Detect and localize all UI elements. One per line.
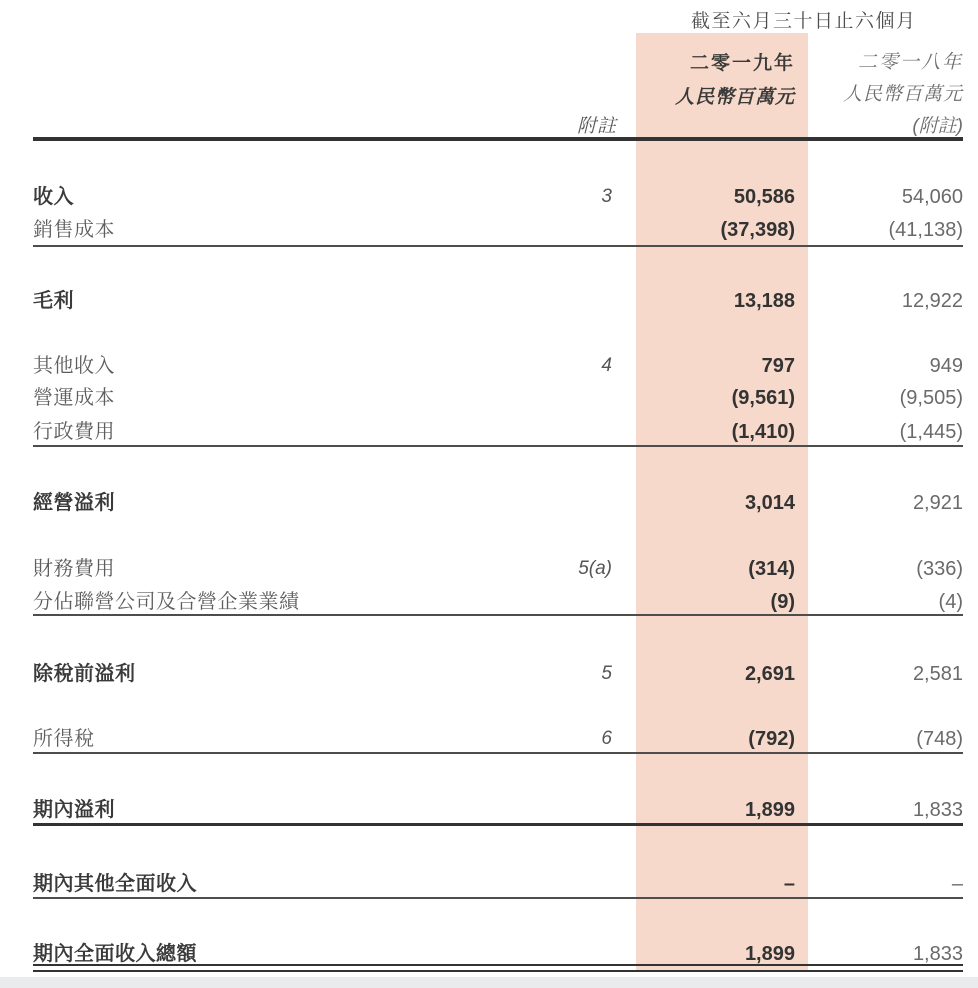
value-2018: (9,505) [899, 387, 963, 409]
section-rule [33, 614, 963, 616]
table-row-share-of-results [33, 589, 963, 615]
value-2018: 2,581 [912, 663, 963, 685]
column-header-2019 [675, 47, 795, 115]
value-2018: 1,833 [912, 943, 963, 965]
row-label: 其他收入 [33, 355, 115, 377]
row-note: 5 [601, 663, 612, 684]
value-2019: 13,188 [733, 290, 795, 312]
row-label: 所得稅 [33, 728, 95, 750]
row-note: 4 [601, 355, 612, 376]
row-label: 行政費用 [33, 421, 115, 443]
table-row-operating-costs [33, 385, 963, 411]
row-label: 收入 [33, 186, 74, 208]
header-rule [33, 137, 963, 141]
table-row-gross-profit [33, 288, 963, 314]
table-row-income-tax [33, 726, 963, 752]
column-header-2018 [843, 47, 963, 143]
row-note: 3 [601, 186, 612, 207]
value-2019: (37,398) [720, 219, 795, 241]
section-rule [33, 897, 963, 899]
table-row-other-income [33, 353, 963, 379]
table-row-cost-of-sales [33, 217, 963, 243]
value-2019: (792) [748, 728, 795, 750]
row-label: 除稅前溢利 [33, 663, 136, 685]
subtotal-rule [33, 823, 963, 826]
value-2019: 3,014 [744, 492, 795, 514]
section-rule [33, 445, 963, 447]
value-2018: (336) [916, 558, 963, 580]
table-row-operating-profit [33, 490, 963, 516]
table-row-finance-costs [33, 556, 963, 582]
value-2018: (41,138) [888, 219, 963, 241]
row-label: 期內溢利 [33, 799, 115, 821]
value-2019: 1,899 [744, 799, 795, 821]
page-bottom-edge [0, 977, 978, 988]
period-title: 截至六月三十日止六個月 [691, 11, 917, 32]
value-2018: – [951, 873, 963, 895]
value-2019: 2,691 [744, 663, 795, 685]
row-label: 財務費用 [33, 558, 115, 580]
value-2018: 949 [929, 355, 963, 377]
value-2018: (1,445) [899, 421, 963, 443]
row-label: 銷售成本 [33, 219, 115, 241]
column-header-2019-unit: 人民幣百萬元 [674, 87, 795, 108]
value-2018: 12,922 [901, 290, 963, 312]
table-row-admin-expenses [33, 419, 963, 445]
row-note: 6 [601, 728, 612, 749]
table-row-profit-before-tax [33, 661, 963, 687]
table-row-profit-for-period [33, 797, 963, 823]
value-2018: 1,833 [912, 799, 963, 821]
note-column-header: 附註 [576, 116, 617, 137]
value-2019: 797 [761, 355, 795, 377]
row-label: 營運成本 [33, 387, 115, 409]
value-2019: – [783, 873, 795, 895]
column-header-2018-year: 二零一八年 [857, 52, 963, 73]
value-2019: (314) [748, 558, 795, 580]
table-row-other-comprehensive-income [33, 871, 963, 897]
column-header-2019-year: 二零一九年 [689, 53, 795, 74]
value-2018: (4) [938, 591, 963, 613]
row-label: 期內全面收入總額 [33, 943, 197, 965]
row-note: 5(a) [578, 558, 612, 579]
row-label: 經營溢利 [33, 492, 115, 514]
column-header-2018-unit: 人民幣百萬元 [842, 84, 963, 105]
row-label: 分佔聯營公司及合營企業業績 [33, 591, 300, 613]
row-label: 期內其他全面收入 [33, 873, 197, 895]
value-2019: (1,410) [731, 421, 795, 443]
value-2019: (9,561) [731, 387, 795, 409]
value-2019: 50,586 [733, 186, 795, 208]
value-2018: 54,060 [901, 186, 963, 208]
section-rule [33, 245, 963, 247]
value-2018: (748) [916, 728, 963, 750]
value-2019: 1,899 [744, 943, 795, 965]
column-header-2018-note: (附註) [912, 116, 963, 137]
grand-total-rule [33, 964, 963, 972]
table-row-revenue [33, 184, 963, 210]
value-2018: 2,921 [912, 492, 963, 514]
section-rule [33, 752, 963, 754]
value-2019: (9) [770, 591, 795, 613]
row-label: 毛利 [33, 290, 74, 312]
